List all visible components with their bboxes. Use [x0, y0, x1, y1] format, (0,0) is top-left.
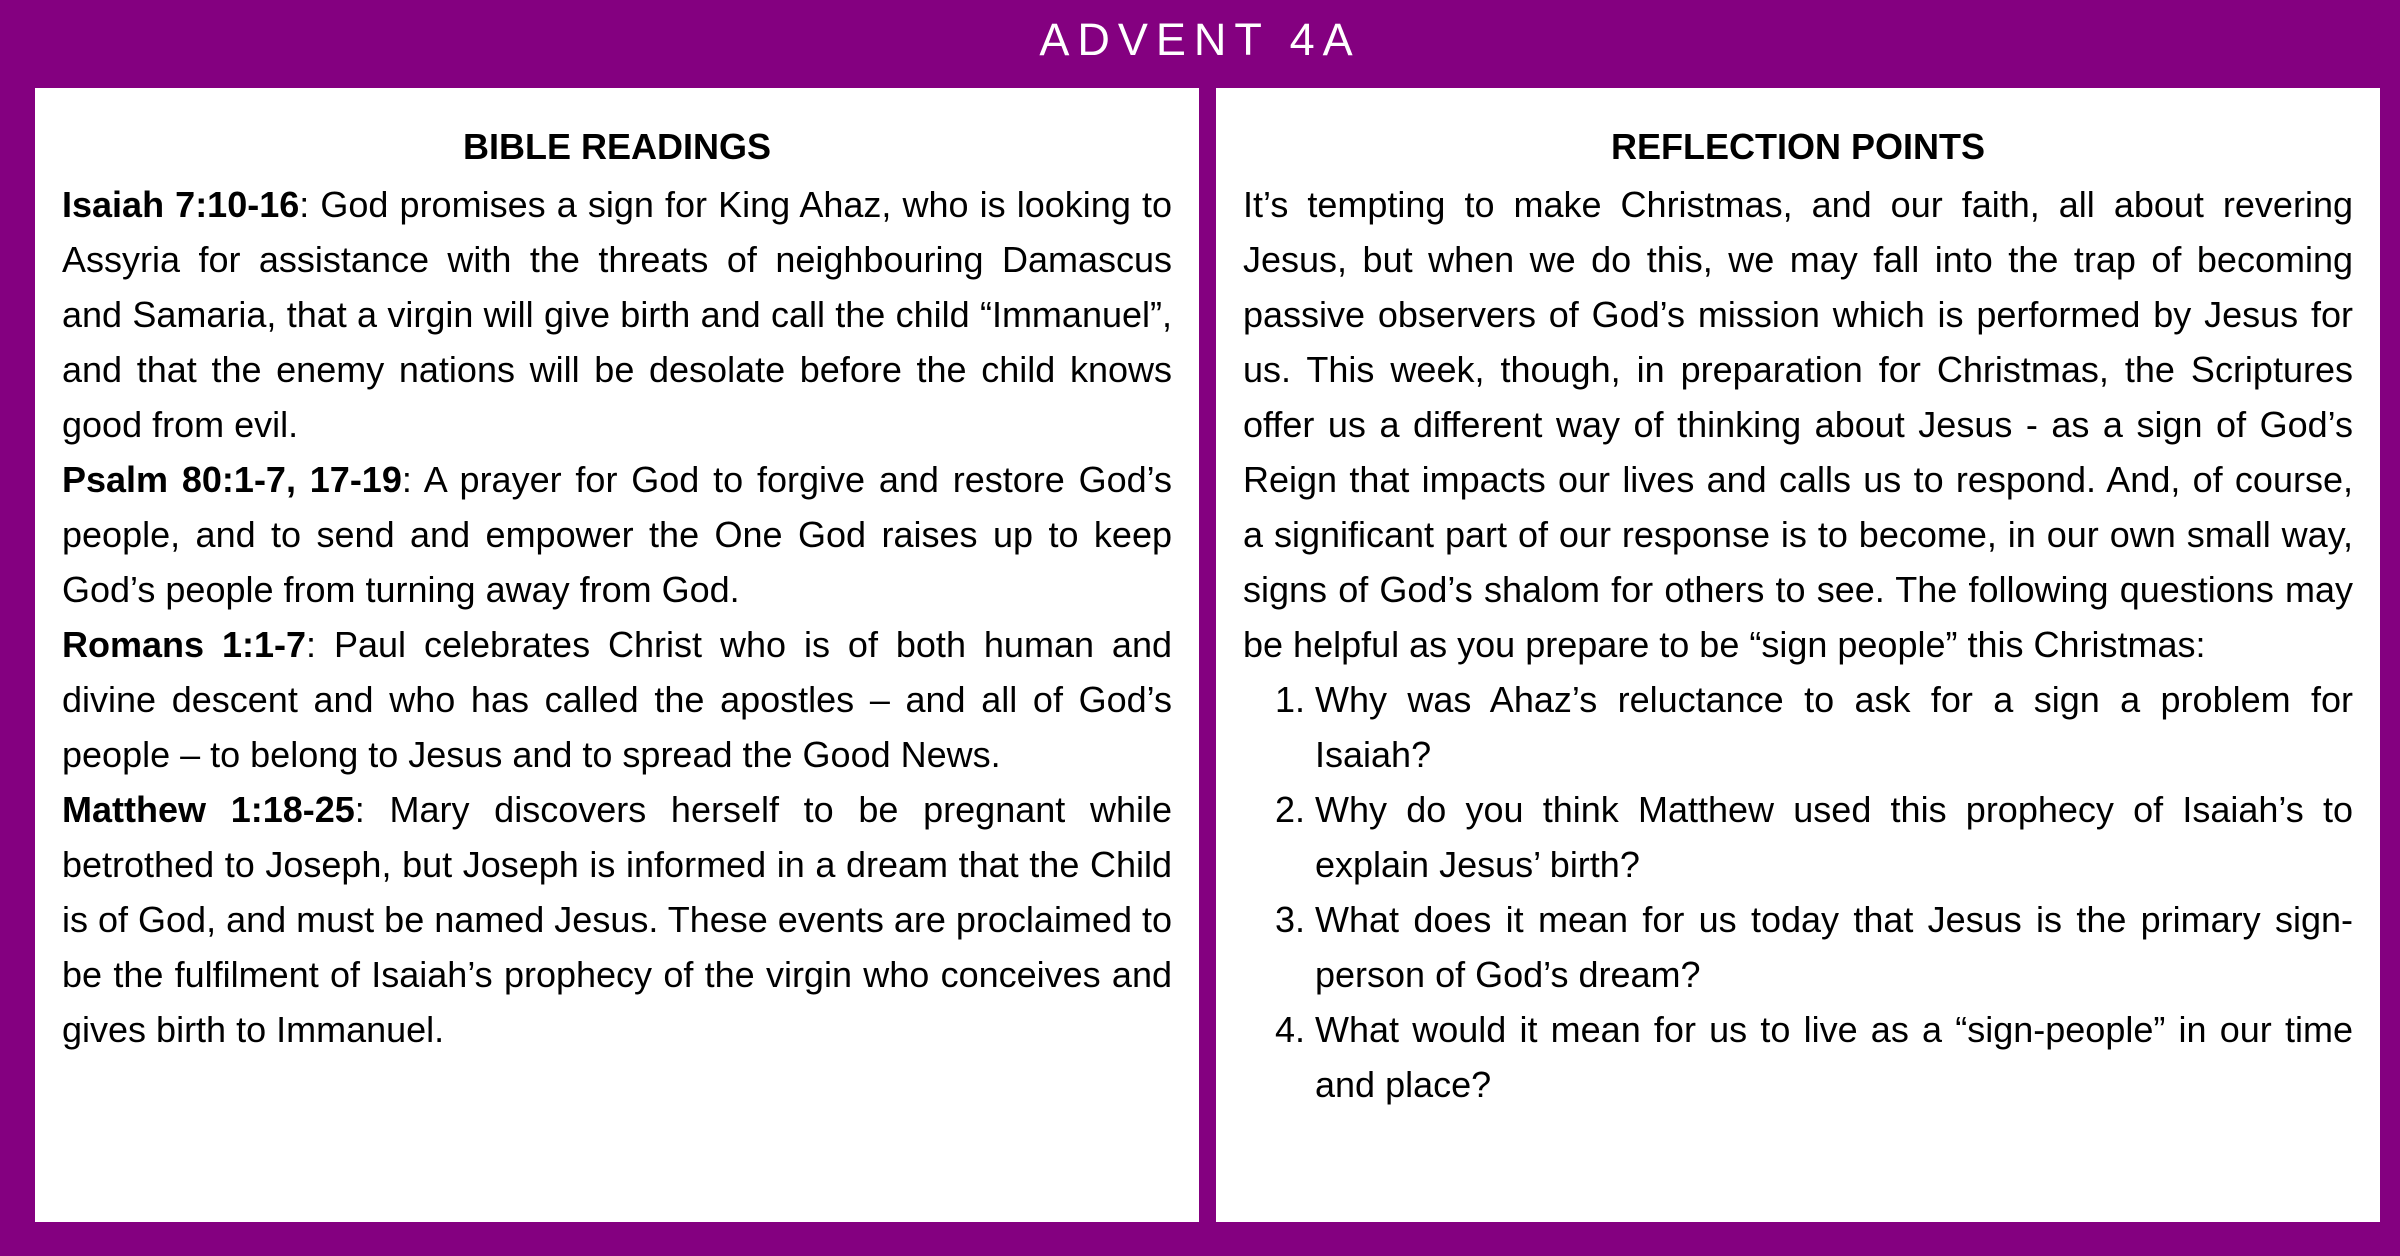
question-item — [1243, 1002, 2353, 1112]
page-title: ADVENT 4A — [1039, 14, 1361, 65]
bible-readings-panel — [35, 88, 1199, 1222]
reading-romans — [62, 617, 1172, 782]
reading-psalm — [62, 452, 1172, 617]
reflection-intro: It’s tempting to make Christmas, and our faith, all about revering Jesus, but when we do this, we may fall into the trap of becoming passive observers of God’s mission which is performed by Jesus for us. This week, though, in preparation for Christmas, the Scriptures offer us a different way of thinking about Jesus - as a sign of God’s Reign that impacts our lives and calls us to respond. And, of course, a significant part of our response is to become, in our own small way, signs of God’s shalom for others to see. The following questions may be helpful as you prepare to be “sign people” this Christmas: — [1243, 184, 2353, 665]
reading-text: : Mary discovers herself to be pregnant while betrothed to Joseph, but Joseph is informed in a dream that the Child is of God, and must be named Jesus. These events are proclaimed to be the fulfilment of Isaiah’s prophecy of the virgin who conceives and gives birth to Immanuel. — [62, 789, 1172, 1050]
question-text: Why do you think Matthew used this prophecy of Isaiah’s to explain Jesus’ birth? — [1315, 789, 2353, 885]
question-number: 4. — [1275, 1009, 1306, 1050]
question-text: What does it mean for us today that Jesus is the primary sign-person of God’s dream? — [1315, 899, 2353, 995]
question-item — [1243, 892, 2353, 1002]
reading-matthew — [62, 782, 1172, 1057]
question-number: 1. — [1275, 679, 1306, 720]
question-item — [1243, 672, 2353, 782]
question-text: What would it mean for us to live as a “sign-people” in our time and place? — [1315, 1009, 2353, 1105]
question-item — [1243, 782, 2353, 892]
reading-isaiah — [62, 177, 1172, 452]
question-number: 2. — [1275, 789, 1306, 830]
reading-ref: Isaiah 7:10-16 — [62, 184, 300, 225]
reflection-points-panel — [1216, 88, 2380, 1222]
reading-text: : Paul celebrates Christ who is of both human and divine descent and who has called the apostles – and all of God’s people – to belong to Jesus and to spread the Good News. — [62, 624, 1172, 775]
reading-ref: Romans 1:1-7 — [62, 624, 307, 665]
question-number: 3. — [1275, 899, 1306, 940]
reading-ref: Matthew 1:18-25 — [62, 789, 355, 830]
reading-text: : A prayer for God to forgive and restore God’s people, and to send and empower the One God raises up to keep God’s people from turning away from God. — [62, 459, 1172, 610]
reflection-questions — [1243, 672, 2353, 1112]
reading-text: : God promises a sign for King Ahaz, who is looking to Assyria for assistance with the threats of neighbouring Damascus and Samaria, that a virgin will give birth and call the child “Immanuel”, and that the enemy nations will be desolate before the child knows good from evil. — [62, 184, 1172, 445]
reflection-points-heading: REFLECTION POINTS — [1610, 126, 1985, 167]
bible-readings-heading: BIBLE READINGS — [462, 126, 772, 167]
question-text: Why was Ahaz’s reluctance to ask for a sign a problem for Isaiah? — [1315, 679, 2353, 775]
reading-ref: Psalm 80:1-7, 17-19 — [62, 459, 402, 500]
